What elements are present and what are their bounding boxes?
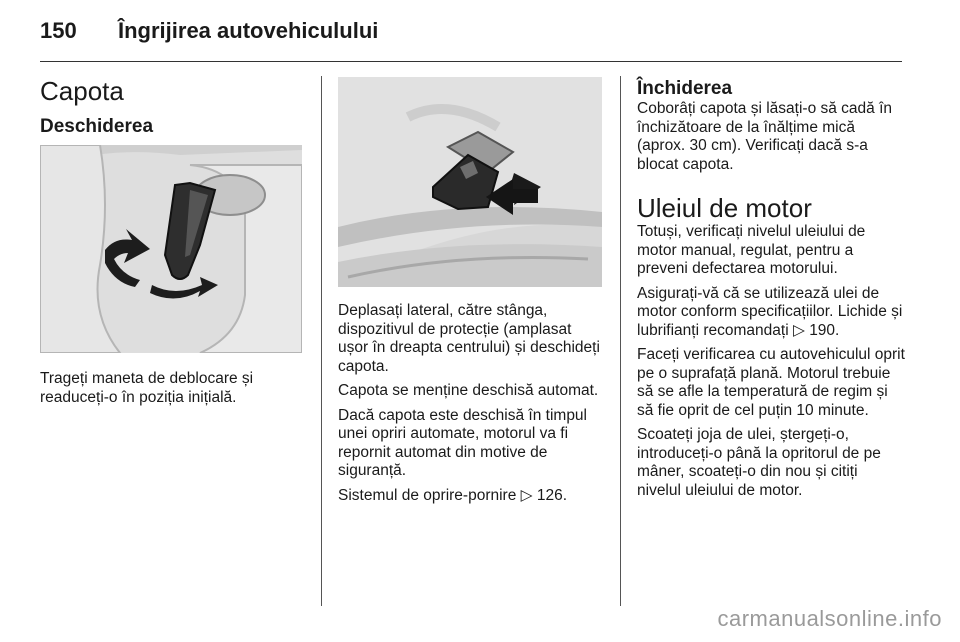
header-rule — [40, 61, 902, 62]
column-divider-1 — [321, 76, 322, 606]
paragraph-text: Asigurați-vă că se utilizează ulei de motor conform specificațiilor. Lichide și lubrifianți recomandați — [637, 284, 903, 339]
page-header — [40, 18, 902, 48]
safety-catch-illustration — [338, 77, 602, 287]
safety-catch-instructions — [338, 302, 602, 511]
cross-reference — [338, 487, 602, 506]
xref-label: Sistemul de oprire-pornire — [338, 486, 517, 504]
xref-page[interactable]: 126. — [536, 486, 568, 504]
page-number: 150 — [40, 18, 77, 43]
subsection-title-opening: Deschiderea — [40, 116, 154, 137]
engine-oil-instructions — [637, 223, 905, 506]
watermark: carmanualsonline.info — [717, 606, 942, 631]
paragraph: Scoateți joja de ulei, ștergeți-o, introduceți-o până la opritorul de pe mâner, scoateți-o din nou și citiți nivelul uleiului de motor. — [637, 426, 881, 499]
page-reference-arrow-icon: ▷ — [792, 321, 805, 339]
section-title-hood: Capota — [40, 76, 124, 106]
paragraph: Dacă capota este deschisă în timpul unei opriri automate, motorul va fi repornit automat din motive de siguranță. — [338, 406, 587, 479]
subsection-title-closing: Închiderea — [637, 78, 733, 99]
section-title-engine-oil: Uleiul de motor — [637, 193, 812, 223]
closing-instructions — [637, 100, 905, 180]
paragraph: Totuși, verificați nivelul uleiului de motor manual, regulat, pentru a preveni defectarea motorului. — [637, 223, 866, 277]
column-divider-2 — [620, 76, 621, 606]
running-title: Îngrijirea autovehiculului — [118, 18, 379, 43]
paragraph: Trageți maneta de deblocare și readuceți-o în poziția inițială. — [40, 370, 254, 406]
paragraph: Deplasați lateral, către stânga, dispozitivul de protecție (amplasat ușor în dreapta centrului) și deschideți capota. — [338, 302, 600, 375]
xref-page[interactable]: 190. — [809, 321, 840, 339]
paragraph: Coborâți capota și lăsați-o să cadă în închizătoare de la înălțime mică (aprox. 30 cm). Verificați dacă s-a blocat capota. — [637, 100, 893, 173]
opening-instructions — [40, 370, 302, 413]
hood-release-lever-illustration — [40, 145, 302, 353]
paragraph: Faceți verificarea cu autovehiculul oprit pe o suprafață plană. Motorul trebuie să se afle la temperatură de regim și să fie oprit de cel puțin 10 minute. — [637, 346, 905, 419]
page-reference-arrow-icon: ▷ — [520, 486, 533, 504]
paragraph: Capota se menține deschisă automat. — [338, 382, 599, 399]
paragraph — [637, 285, 905, 341]
